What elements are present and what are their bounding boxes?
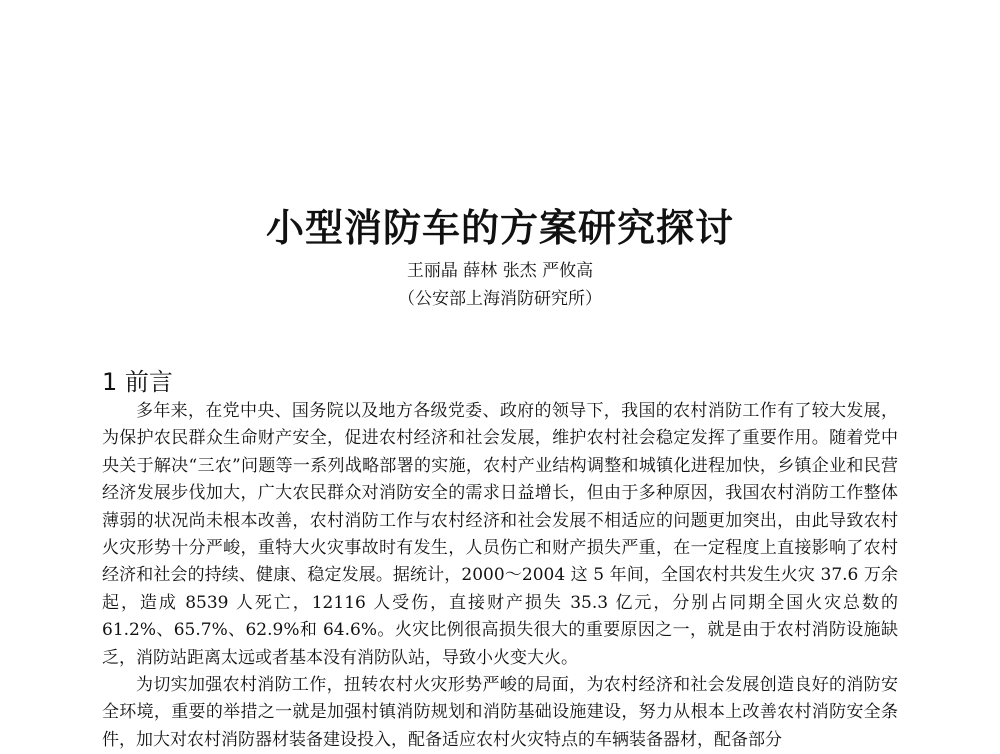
paper-title: 小型消防车的方案研究探讨 [265, 205, 734, 251]
body-paragraph: 多年来，在党中央、国务院以及地方各级党委、政府的领导下，我国的农村消防工作有了较大发展，为保护农民群众生命财产安全，促进农村经济和社会发展，维护农村社会稳定发挥了重要作用。随着党中央关于解决“三农”问题等一系列战略部署的实施，农村产业结构调整和城镇化进程加快，乡镇企业和民营经济发展步伐加大，广大农民群众对消防安全的需求日益增长，但由于多种原因，我国农村消防工作整体薄弱的状况尚未根本改善，农村消防工作与农村经济和社会发展不相适应的问题更加突出，由此导致农村火灾形势十分严峻，重特大火灾事故时有发生，人员伤亡和财产损失严重，在一定程度上直接影响了农村经济和社会的持续、健康、稳定发展。据统计，2000～2004 这 5 年间，全国农村共发生火灾 37.6 万余起，造成 8539 人死亡，12116 人受伤，直接财产损失 35.3 亿元，分别占同期全国火灾总数的 61.2%、65.7%、62.9%和 64.6%。火灾比例很高损失很大的重要原因之一，就是由于农村消防设施缺乏，消防站距离太远或者基本没有消防队站，导致小火变大火。 [102, 401, 898, 668]
body-paragraph: 为切实加强农村消防工作，扭转农村火灾形势严峻的局面，为农村经济和社会发展创造良好的消防安全环境，重要的举措之一就是加强村镇消防规划和消防基础设施建设，努力从根本上改善农村消防安全条件，加大对农村消防器材装备建设投入，配备适应农村火灾特点的车辆装备器材，配备部分 [102, 675, 898, 750]
author-affiliation: （公安部上海消防研究所） [398, 289, 602, 309]
section-body [102, 398, 898, 754]
author-list: 王丽晶 薛林 张杰 严攸高 [406, 261, 594, 281]
section-heading: 1 前言 [102, 367, 173, 396]
